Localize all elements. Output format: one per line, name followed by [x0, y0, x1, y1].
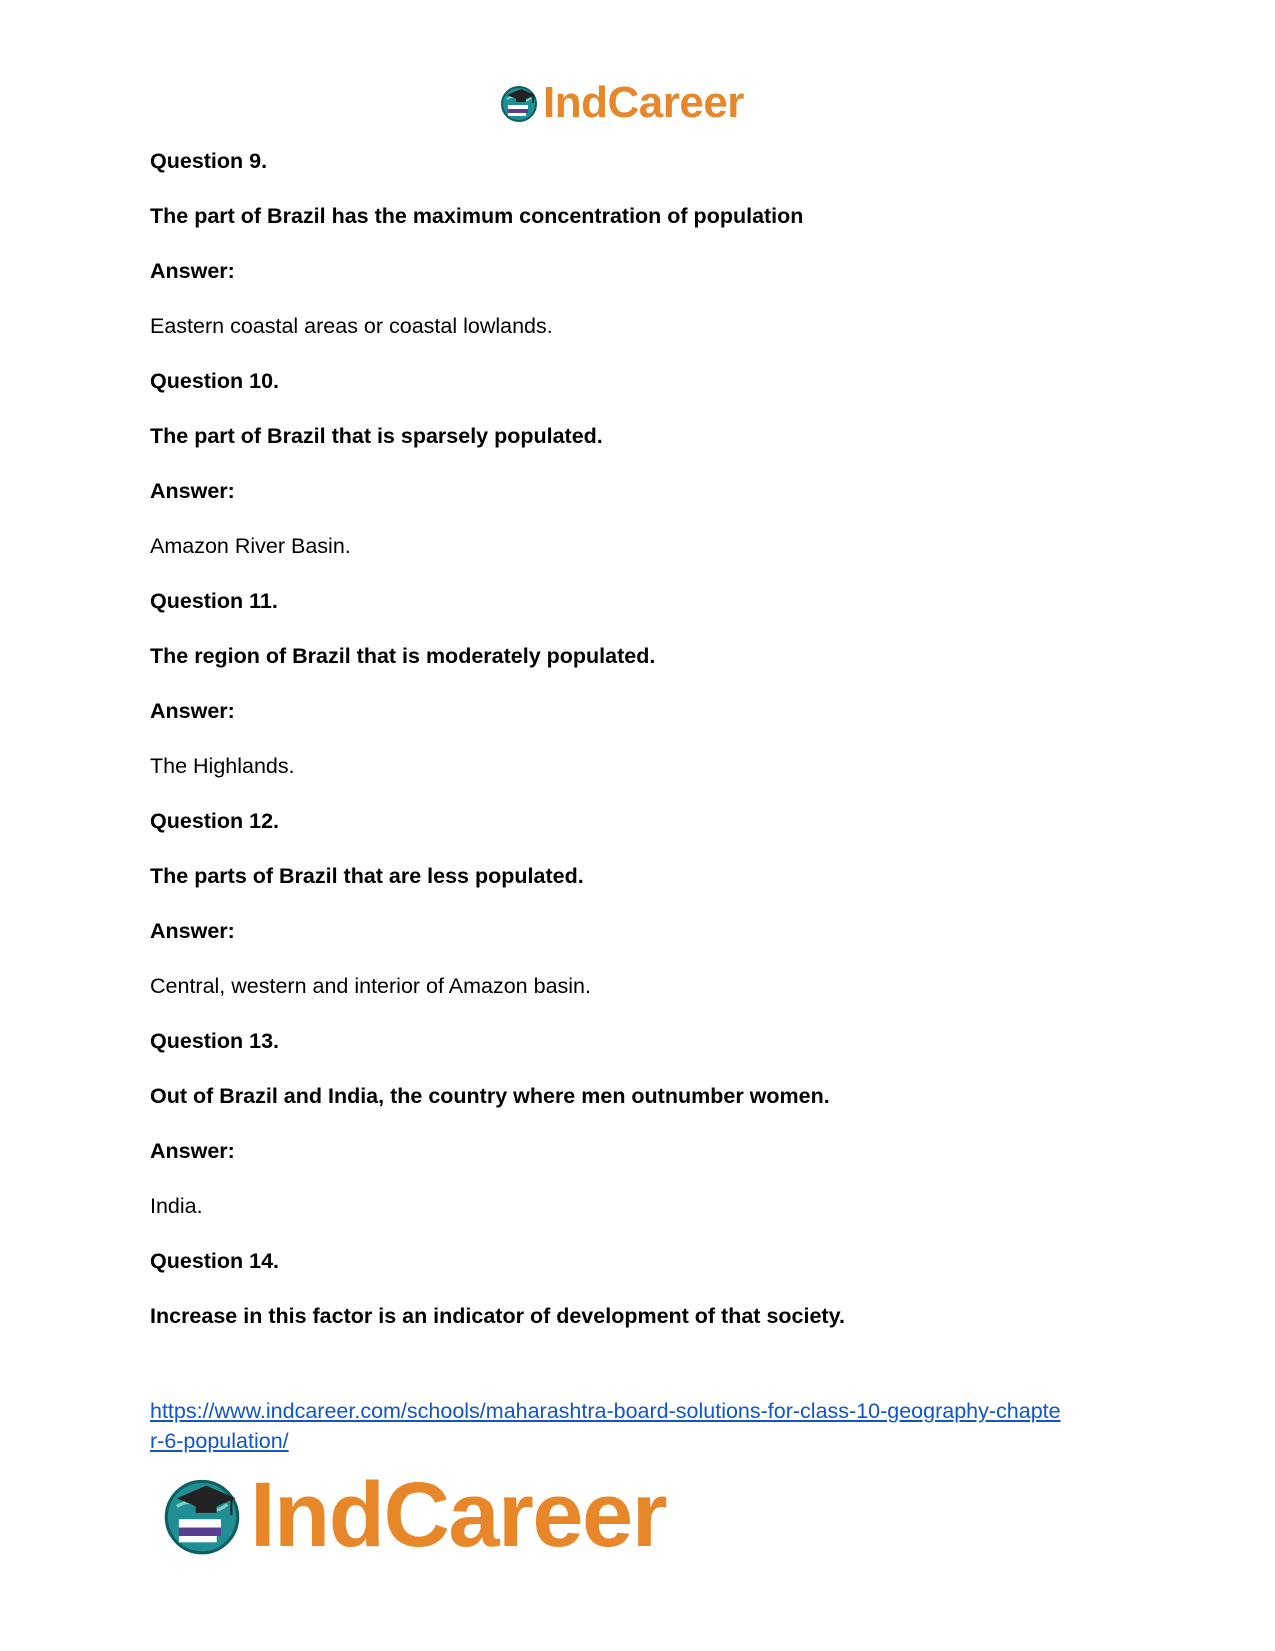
- logo-globe-icon: [499, 83, 539, 123]
- header-logo-text: IndCareer: [543, 78, 744, 127]
- source-link-line-2: r-6-population/: [150, 1429, 289, 1453]
- question-number: Question 12.: [150, 809, 280, 833]
- question-text: The region of Brazil that is moderately populated.: [150, 644, 656, 668]
- question-number: Question 13.: [150, 1029, 280, 1053]
- answer-text: Amazon River Basin.: [150, 534, 351, 558]
- question-text: The part of Brazil that is sparsely populated.: [150, 424, 603, 448]
- answer-label: Answer:: [150, 699, 235, 723]
- answer-text: India.: [150, 1194, 203, 1218]
- source-link-block: [150, 1396, 1130, 1456]
- answer-label: Answer:: [150, 259, 235, 283]
- answer-text: Central, western and interior of Amazon basin.: [150, 974, 591, 998]
- footer-logo: [160, 1464, 666, 1566]
- question-text: The part of Brazil has the maximum concentration of population: [150, 204, 804, 228]
- footer-logo-text: IndCareer: [250, 1464, 666, 1566]
- qa-content: [150, 146, 1130, 1356]
- question-number: Question 9.: [150, 149, 268, 173]
- answer-text: Eastern coastal areas or coastal lowlands.: [150, 314, 553, 338]
- question-text: Out of Brazil and India, the country where men outnumber women.: [150, 1084, 830, 1108]
- logo-globe-icon: [160, 1473, 244, 1557]
- question-text: The parts of Brazil that are less populated.: [150, 864, 584, 888]
- question-text: Increase in this factor is an indicator of development of that society.: [150, 1304, 845, 1328]
- answer-label: Answer:: [150, 919, 235, 943]
- source-link[interactable]: [150, 1396, 1130, 1456]
- source-link-line-1: https://www.indcareer.com/schools/maharashtra-board-solutions-for-class-10-geography-chapte: [150, 1399, 1061, 1423]
- header-logo: [499, 78, 744, 128]
- answer-label: Answer:: [150, 1139, 235, 1163]
- answer-label: Answer:: [150, 479, 235, 503]
- question-number: Question 10.: [150, 369, 280, 393]
- question-number: Question 11.: [150, 589, 278, 613]
- answer-text: The Highlands.: [150, 754, 295, 778]
- question-number: Question 14.: [150, 1249, 280, 1273]
